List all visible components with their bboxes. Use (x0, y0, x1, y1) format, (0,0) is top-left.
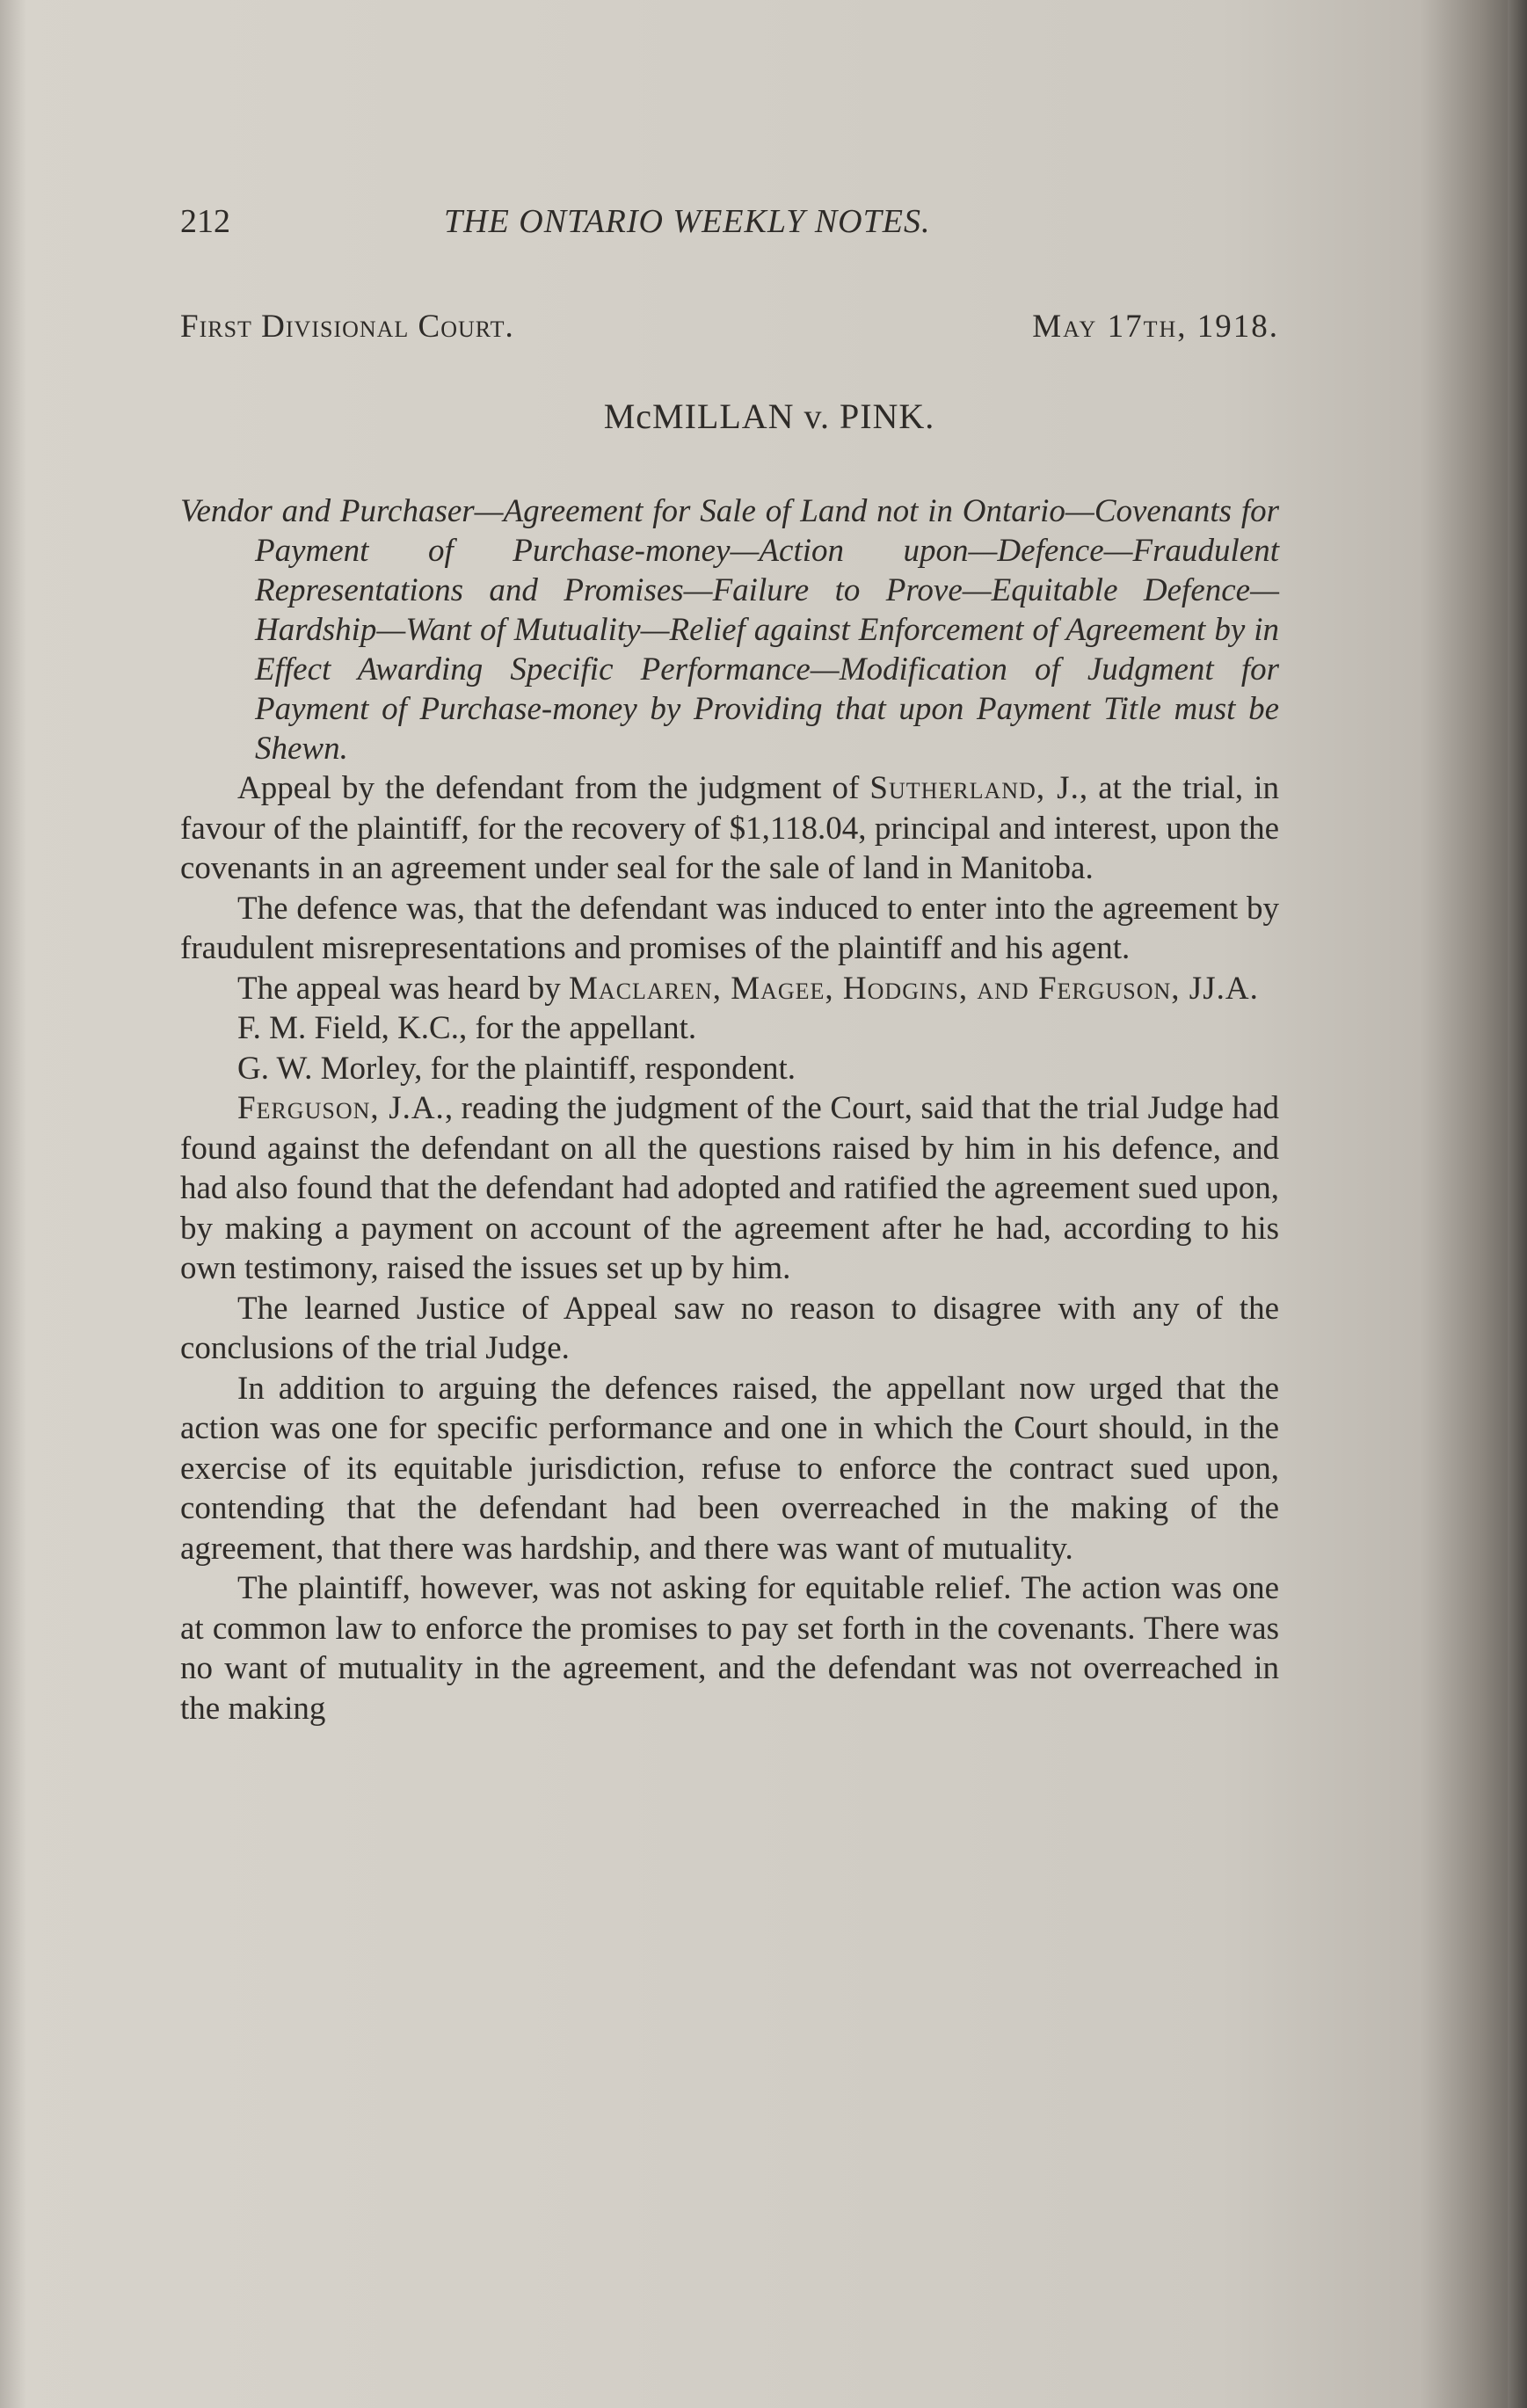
court-line (180, 308, 1279, 360)
judgment-p1-text: , reading the judgment of the Court, said that the trial Judge had found against the defendant on all the questions raised by him in his defence, and had also found that the defendant had adopted and ratified the agreement sued upon, by making a payment on account of the agreement after he had, according to his own testimony, raised the issues set up by him. (180, 1090, 1279, 1286)
judgment-paragraph-2: The learned Justice of Appeal saw no reason to disagree with any of the conclusions of the trial Judge. (180, 1290, 1279, 1366)
appeal-paragraph (180, 768, 1279, 889)
heard-paragraph (180, 969, 1279, 1009)
judgment-paragraph-3: In addition to arguing the defences raised, the appellant now urged that the action was one for specific performance and one in which the Court should, in the exercise of its equitable jurisdiction, refuse to enforce the contract sued upon, contending that the defendant had been overreached in the making of the agreement, that there was hardship, and there was want of mutuality. (180, 1370, 1279, 1567)
judgment-paragraph-4: The plaintiff, however, was not asking for equitable relief. The action was one at common law to enforce the promises to pay set forth in the covenants. There was no want of mutuality in the agreement, and the defendant was not overreached in the making (180, 1570, 1279, 1727)
appeal-prefix: Appeal by the defendant from the judgment of (237, 770, 870, 806)
heard-prefix: The appeal was heard by (237, 970, 570, 1007)
page-content (180, 193, 1279, 1728)
running-head (180, 193, 1279, 246)
court-name: First Divisional Court. (180, 309, 514, 345)
headnote: Vendor and Purchaser—Agreement for Sale of Land not in Ontario—Covenants for Payment of Purchase-money—Action upon—Defence—Fraudulent Representations and Promises—Failure to Prove—Equitable Defence—Hardship—Want of Mutuality—Relief against Enforcement of Agreement by in Effect Awarding Specific Performance—Modification of Judgment for Payment of Purchase-money by Providing that upon Payment Title must be Shewn. (180, 493, 1279, 767)
page-edge (1508, 0, 1527, 2408)
appeal-judges: Maclaren, Magee, Hodgins, and Ferguson, JJ.A. (569, 970, 1259, 1007)
trial-judge: Sutherland, J. (869, 770, 1080, 806)
appeal-suffix: , at the trial, in favour of the plaintiff, for the recovery of $1,118.04, principal and interest, upon the covenants in an agreement under seal for the sale of land in Manitoba. (180, 770, 1279, 886)
case-title: McMILLAN v. PINK. (603, 396, 935, 436)
journal-title: THE ONTARIO WEEKLY NOTES. (444, 203, 931, 240)
counsel-respondent: G. W. Morley, for the plaintiff, respondent. (237, 1050, 796, 1087)
court-date: May 17th, 1918. (1032, 309, 1279, 345)
page-number: 212 (180, 203, 230, 240)
defence-paragraph: The defence was, that the defendant was induced to enter into the agreement by fraudulent misrepresentations and promises of the plaintiff and his agent. (180, 890, 1279, 966)
counsel-appellant: F. M. Field, K.C., for the appellant. (237, 1010, 697, 1046)
page-gutter-shadow (0, 0, 26, 2408)
judgment-judge: Ferguson, J.A. (237, 1090, 445, 1126)
judgment-paragraph-1 (180, 1088, 1279, 1289)
